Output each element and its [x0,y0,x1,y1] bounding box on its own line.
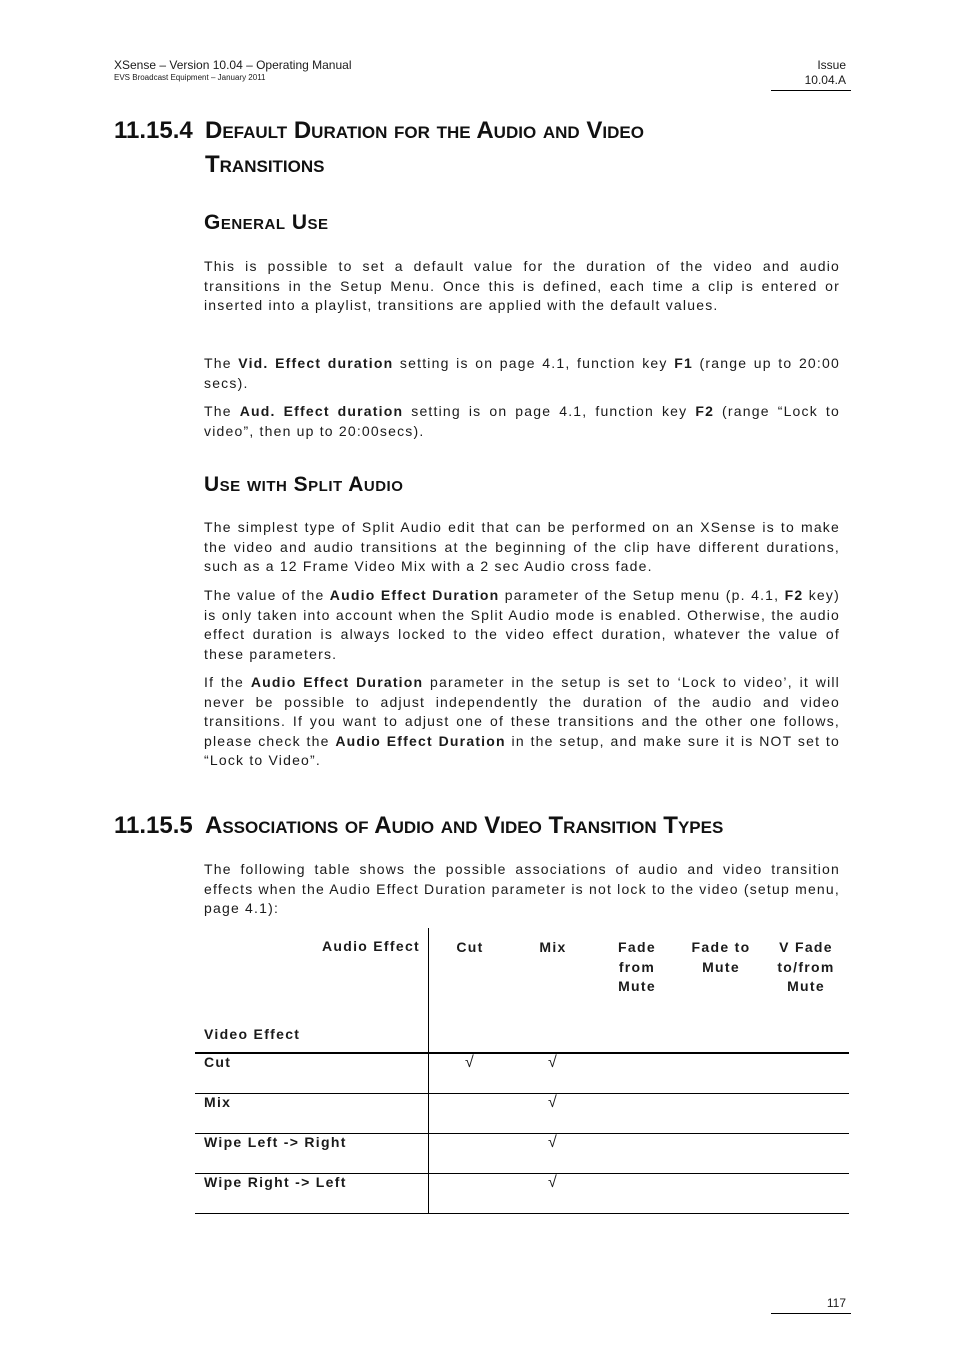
paragraph-table-intro: The following table shows the possible associations of audio and video transition effects when the Audio Effect Duration parameter is not lock to the video (setup menu, page 4.1): [204,861,840,916]
running-header [114,58,352,83]
table-cell [679,1053,763,1094]
row-label: Cut [195,1053,429,1094]
table-cell [679,1174,763,1214]
page-number: 117 [826,1296,846,1310]
header-rule [771,90,851,91]
table-cell [595,1174,679,1214]
paragraph-general-use-1: This is possible to set a default value for the duration of the video and audio transitions in the Setup Menu. Once this is defined, each time a clip is entered or inserted into a playlist, transitions are applied with the default values. [204,258,840,313]
table-cell [679,1134,763,1174]
table-cell: √ [511,1053,595,1094]
table-cell: √ [511,1094,595,1134]
column-header-v-fade: V Fade to/from Mute [777,939,835,994]
table-cell: √ [511,1174,595,1214]
table-row [195,1094,849,1134]
row-label: Wipe Right -> Left [195,1174,429,1214]
associations-table [195,928,849,1214]
table-header-row [195,928,849,1053]
footer-rule [771,1313,851,1314]
paragraph-aud-effect: The Aud. Effect duration setting is on page 4.1, function key F2 (range “Lock to video”, then up to 20:00secs). [204,403,840,439]
row-label: Wipe Left -> Right [195,1134,429,1174]
paragraph-split-audio-3: If the Audio Effect Duration parameter in the setup is set to ‘Lock to video’, it will never be possible to adjust independently the duration of the audio and video transitions. If you want to adjust one of these transitions and the other one follows, please check the Audio Effect Duration in the setup, and make sure it is NOT set to “Lock to Video”. [204,674,840,768]
table-cell: √ [429,1053,512,1094]
column-header-mix: Mix [539,939,567,955]
column-header-cut: Cut [456,939,484,955]
table-row [195,1174,849,1214]
issue-block [805,58,846,88]
row-label: Mix [195,1094,429,1134]
paragraph-split-audio-2: The value of the Audio Effect Duration parameter of the Setup menu (p. 4.1, F2 key) is only taken into account when the Split Audio mode is enabled. Otherwise, the audio effect duration is always locked to the video effect duration, whatever the value of these parameters. [204,587,840,662]
manual-subtitle: EVS Broadcast Equipment – January 2011 [114,73,266,82]
paragraph-vid-effect: The Vid. Effect duration setting is on page 4.1, function key F1 (range up to 20:00 secs). [204,355,840,391]
issue-version: 10.04.A [804,73,846,87]
paragraph-split-audio-1: The simplest type of Split Audio edit that can be performed on an XSense is to make the video and audio transitions at the beginning of the clip have different durations, such as a 12 Frame Video Mix with a 2 sec Audio cross fade. [204,519,840,574]
table-cell [595,1094,679,1134]
table-cell [679,1094,763,1134]
table-cell [595,1134,679,1174]
section-heading-11-15-5 [114,809,723,843]
section-title-line2: Transitions [205,151,325,178]
table-cell [595,1053,679,1094]
subheading-general-use: General Use [204,211,329,234]
table-cell [429,1174,512,1214]
subheading-split-audio: Use with Split Audio [204,473,404,496]
section-number: 11.15.5 [114,812,193,839]
manual-title: XSense – Version 10.04 – Operating Manual [114,58,352,72]
section-heading-11-15-4 [114,114,644,182]
table-corner-cell [195,928,429,1053]
section-title: Associations of Audio and Video Transition Types [205,812,724,839]
section-title-line1: Default Duration for the Audio and Video [205,117,644,144]
video-effect-label: Video Effect [204,1026,301,1042]
audio-effect-label: Audio Effect [321,938,420,954]
table-cell [763,1134,849,1174]
column-header-fade-to-mute: Fade to Mute [691,939,751,975]
issue-label: Issue [817,58,846,72]
table-cell [763,1094,849,1134]
table-cell [429,1094,512,1134]
table-cell [763,1053,849,1094]
table-row [195,1053,849,1094]
section-number: 11.15.4 [114,117,193,144]
table-cell: √ [511,1134,595,1174]
table-cell [429,1134,512,1174]
table-cell [763,1174,849,1214]
table-row [195,1134,849,1174]
column-header-fade-from-mute: Fade from Mute [618,939,656,994]
